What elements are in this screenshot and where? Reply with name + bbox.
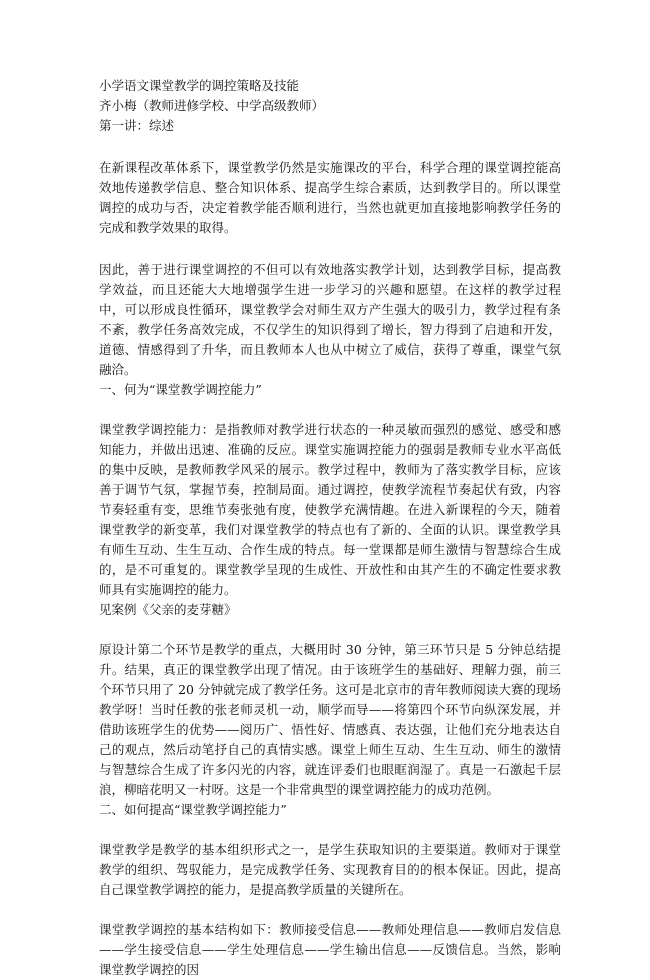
lecture-heading: 第一讲：综述 [99, 118, 175, 133]
paragraph-benefits: 因此，善于进行课堂调控的不但可以有效地落实教学计划，达到教学目标，提高教学效益，而且还能大大地增强学生进一步学习的兴趣和愿望。在这样的教学过程中，可以形成良性循环，课堂教学会对师生双方产生强大的吸引力，教学过程有条不紊，教学任务高效完成，不仅学生的知识得到了增长，智力得到了启迪和开发，道德、情感得到了升华，而且教师本人也从中树立了威信，获得了尊重，课堂气氛融洽。 [99, 262, 561, 377]
section-heading-1: 一、何为“课堂教学调控能力” [99, 382, 262, 397]
author-line: 齐小梅（教师进修学校、中学高级教师） [99, 98, 325, 113]
case-title: 见案例《父亲的麦芽糖》 [99, 602, 237, 617]
document-body [99, 76, 561, 980]
document-title: 小学语文课堂教学的调控策略及技能 [99, 78, 300, 93]
paragraph-case: 原设计第二个环节是教学的重点，大概用时 30 分钟，第三环节只是 5 分钟总结提升。结果，真正的课堂教学出现了情况。由于该班学生的基础好、理解力强，前三个环节只用了 20 分钟就完成了教学任务。这可是北京市的青年教师阅读大赛的现场教学呀！当时任教的张老师灵机一动，顺学而导——将第四个环节向纵深发展，并借助该班学生的优势——阅历广、悟性好、情感真、表达强，让他们充分地表达自己的观点，然后动笔抒自己的真情实感。课堂上师生互动、生生互动、师生的激情与智慧综合生成了许多闪光的内容，就连评委们也眼眶润湿了。真是一石激起千层浪，柳暗花明又一村呀。这是一个非常典型的课堂调控能力的成功范例。 [99, 642, 561, 797]
paragraph-importance: 课堂教学是教学的基本组织形式之一，是学生获取知识的主要渠道。教师对于课堂教学的组织、驾驭能力，是完成教学任务、实现教育目的的根本保证。因此，提高自己课堂教学调控的能力，是提高教学质量的关键所在。 [99, 842, 561, 897]
paragraph-structure: 课堂教学调控的基本结构如下：教师接受信息——教师处理信息——教师启发信息——学生接受信息——学生处理信息——学生输出信息——反馈信息。当然，影响课堂教学调控的因 [99, 922, 561, 977]
section-heading-2: 二、如何提高“课堂教学调控能力” [99, 802, 287, 817]
paragraph-intro: 在新课程改革体系下，课堂教学仍然是实施课改的平台，科学合理的课堂调控能高效地传递教学信息、整合知识体系、提高学生综合素质，达到教学目的。所以课堂调控的成功与否，决定着教学能否顺利进行，当然也就更加直接地影响教学任务的完成和教学效果的取得。 [99, 160, 561, 235]
paragraph-definition: 课堂教学调控能力：是指教师对教学进行状态的一种灵敏而强烈的感觉、感受和感知能力，并做出迅速、准确的反应。课堂实施调控能力的强弱是教师专业水平高低的集中反映，是教师教学风采的展示。教学过程中，教师为了落实教学目标，应该善于调节气氛，掌握节奏，控制局面。通过调控，使教学流程节奏起伏有致，内容节奏轻重有变，思维节奏张弛有度，使教学充满情趣。在进入新课程的今天，随着课堂教学的新变革，我们对课堂教学的特点也有了新的、全面的认识。课堂教学具有师生互动、生生互动、合作生成的特点。每一堂课都是师生激情与智慧综合生成的，是不可重复的。课堂教学呈现的生成性、开放性和由其产生的不确定性要求教师具有实施调控的能力。 [99, 422, 561, 597]
